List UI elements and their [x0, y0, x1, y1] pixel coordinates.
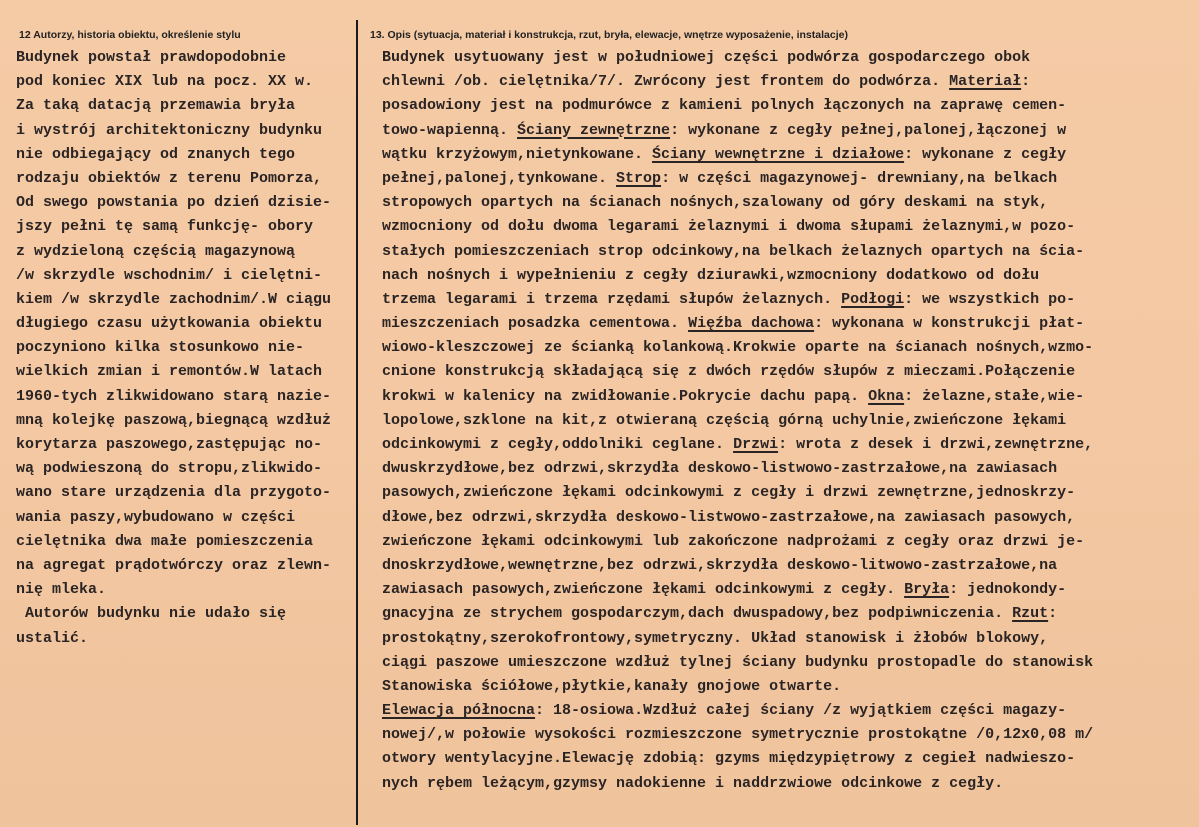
text-line: Od swego powstania po dzień dzisie-	[7, 194, 332, 212]
text-segment: : wykonane z cegły	[904, 145, 1067, 163]
underlined-heading: Materiał	[949, 73, 1022, 91]
text-segment: : w części magazynowej- drewniany,na belkach	[661, 169, 1058, 187]
text-segment: prostokątny,szerokofrontowy,symetryczny. Układ stanowisk i żłobów blokowy,	[364, 629, 1049, 647]
text-line: wano stare urządzenia dla przygoto-	[7, 484, 332, 502]
section-12-body	[7, 46, 352, 651]
text-segment: gnacyjna ze strychem gospodarczym,dach dwuspadowy,bez podpiwniczenia.	[364, 605, 1013, 623]
text-line: korytarza paszowego,zastępując no-	[7, 436, 323, 453]
text-line	[364, 651, 1194, 675]
text-segment: nach nośnych i wypełnieniu z cegły dziurawki,wzmocniony dodatkowo od dołu	[364, 266, 1040, 284]
text-segment: odcinkowymi z cegły,oddolniki ceglane.	[364, 436, 734, 453]
text-segment: nych rębem leżącym,gzymsy nadokienne i naddrzwiowe odcinkowe z cegły.	[364, 774, 1004, 792]
text-line	[364, 699, 1194, 723]
text-segment: dnoskrzydłowe,wewnętrzne,bez odrzwi,skrzydła deskowo-litwowo-zastrzałowe,na	[364, 556, 1058, 574]
underlined-heading: Ściany wewnętrzne i działowe	[652, 145, 905, 163]
text-segment: : wykonane z cegły pełnej,palonej,łączonej w	[670, 121, 1067, 139]
text-line	[364, 264, 1194, 288]
underlined-heading: Okna	[868, 387, 905, 405]
text-segment: lopolowe,szklone na kit,z otwieraną częścią górną uchylnie,zwieńczone łękami	[364, 411, 1067, 429]
text-line	[364, 119, 1194, 143]
text-segment: :	[1021, 73, 1031, 91]
text-line: długiego czasu użytkowania obiektu	[7, 315, 323, 333]
text-line: /w skrzydle wschodnim/ i cielętni-	[7, 266, 323, 284]
underlined-heading: Elewacja północna	[382, 702, 536, 720]
text-line	[364, 433, 1194, 457]
text-line	[364, 506, 1194, 530]
text-line	[364, 167, 1194, 191]
text-line	[364, 336, 1194, 360]
text-segment	[364, 702, 382, 719]
text-segment: nowej/,w połowie wysokości rozmieszczone symetrycznie prostokątne /0,12x0,08 m/	[364, 726, 1094, 744]
text-line	[364, 288, 1194, 312]
text-line	[364, 675, 1194, 699]
authors-history-section	[7, 28, 352, 651]
text-segment: wzmocniony od dołu dwoma legarami żelaznymi i dwoma słupami żelaznymi,w pozo-	[364, 218, 1076, 236]
text-segment: : 18-osiowa.Wzdłuż całej ściany /z wyjątkiem części magazy-	[535, 702, 1067, 720]
text-line: ustalić.	[7, 629, 89, 647]
underlined-heading: Podłogi	[841, 290, 905, 308]
text-line: i wystrój architektoniczny budynku	[7, 121, 323, 139]
text-segment: mieszczeniach posadzka cementowa.	[364, 315, 689, 333]
description-section	[364, 28, 1194, 796]
text-line: mną kolejkę paszową,biegnącą wzdłuż	[7, 411, 332, 429]
text-segment: towo-wapienną.	[364, 121, 518, 139]
text-line	[364, 215, 1194, 239]
text-segment: pełnej,palonej,tynkowane.	[364, 169, 617, 187]
text-line: na agregat prądotwórczy oraz zlewn-	[7, 556, 332, 574]
text-segment: : jednokondy-	[949, 581, 1067, 599]
text-line: poczyniono kilka stosunkowo nie-	[7, 339, 305, 357]
text-line: kiem /w skrzydle zachodnim/.W ciągu	[7, 290, 332, 308]
text-segment: ciągi paszowe umieszczone wzdłuż tylnej ściany budynku prostopadle do stanowisk	[364, 653, 1094, 671]
underlined-heading: Rzut	[1012, 605, 1049, 623]
text-line: wania paszy,wybudowano w części	[7, 508, 296, 526]
text-segment: chlewni /ob. cielętnika/7/. Zwrócony jest frontem do podwórza.	[364, 73, 950, 91]
text-segment: dłowe,bez odrzwi,skrzydła deskowo-listwowo-zastrzałowe,na zawiasach pasowych,	[364, 508, 1076, 526]
text-line	[364, 772, 1194, 796]
text-line	[364, 70, 1194, 94]
text-segment: pasowych,zwieńczone łękami odcinkowymi z cegły i drzwi zewnętrzne,jednoskrzy-	[364, 484, 1076, 502]
text-line: nię mleka.	[7, 581, 107, 599]
text-segment: trzema legarami i trzema rzędami słupów żelaznych.	[364, 290, 842, 308]
text-segment: zawiasach pasowych,zwieńczone łękami odcinkowymi z cegły.	[364, 581, 905, 599]
text-segment: stropowych opartych na ścianach nośnych,szalowany od góry deskami na styk,	[364, 194, 1049, 212]
text-line: wą podwieszoną do stropu,zlikwido-	[7, 460, 323, 478]
text-line	[364, 481, 1194, 505]
text-line	[364, 747, 1194, 771]
text-line	[364, 240, 1194, 264]
text-line	[364, 94, 1194, 118]
underlined-heading: Bryła	[904, 581, 950, 599]
text-line: nie odbiegający od znanych tego	[7, 145, 296, 163]
text-line: jszy pełni tę samą funkcję- obory	[7, 218, 314, 236]
text-line: z wydzieloną częścią magazynową	[7, 242, 296, 260]
text-line: Autorów budynku nie udało się	[7, 605, 287, 623]
section-13-body	[364, 46, 1194, 796]
text-line	[364, 578, 1194, 602]
text-segment: zwieńczone łękami odcinkowymi lub zakończone nadprożami z cegły oraz drzwi je-	[364, 532, 1085, 550]
section-13-header: 13. Opis (sytuacja, materiał i konstrukcja, rzut, bryła, elewacje, wnętrze wyposażenie, instalacje)	[370, 29, 848, 41]
underlined-heading: Drzwi	[733, 436, 779, 453]
text-segment: wiowo-kleszczowej ze ścianką kolankową.Krokwie oparte na ścianach nośnych,wzmo-	[364, 339, 1094, 357]
text-line	[364, 409, 1194, 433]
text-line	[364, 191, 1194, 215]
text-segment: krokwi w kalenicy na zwidłowanie.Pokrycie dachu papą.	[364, 387, 869, 405]
text-segment: otwory wentylacyjne.Elewację zdobią: gzyms międzypiętrowy z cegieł nadwieszo-	[364, 750, 1076, 768]
column-divider	[356, 20, 358, 825]
text-line: Budynek powstał prawdopodobnie	[7, 49, 287, 66]
text-line	[364, 627, 1194, 651]
text-line	[364, 385, 1194, 409]
text-segment: : żelazne,stałe,wie-	[904, 387, 1085, 405]
text-segment: cnione konstrukcją składającą się z dwóch rzędów słupów z mieczami.Połączenie	[364, 363, 1076, 381]
text-line: pod koniec XIX lub na pocz. XX w.	[7, 73, 314, 91]
text-segment: : wrota z desek i drzwi,zewnętrzne,	[778, 436, 1094, 453]
text-segment: dwuskrzydłowe,bez odrzwi,skrzydła deskowo-listwowo-zastrzałowe,na zawiasach	[364, 460, 1058, 478]
text-line	[364, 312, 1194, 336]
text-line: 1960-tych zlikwidowano starą nazie-	[7, 387, 332, 405]
text-segment: : we wszystkich po-	[904, 290, 1076, 308]
text-segment: posadowiony jest na podmurówce z kamieni polnych łączonych na zaprawę cemen-	[364, 97, 1067, 115]
underlined-heading: Strop	[616, 169, 662, 187]
underlined-heading: Więźba dachowa	[688, 315, 815, 333]
text-line	[364, 46, 1194, 70]
text-line: rodzaju obiektów z terenu Pomorza,	[7, 169, 323, 187]
section-12-header: 12 Autorzy, historia obiektu, określenie stylu	[19, 29, 241, 41]
text-segment: :	[1048, 605, 1058, 623]
text-line	[364, 143, 1194, 167]
text-line	[364, 554, 1194, 578]
text-segment: stałych pomieszczeniach strop odcinkowy,na belkach żelaznych opartych na ścia-	[364, 242, 1085, 260]
text-line	[364, 360, 1194, 384]
text-line	[364, 723, 1194, 747]
underlined-heading: Ściany zewnętrzne	[517, 121, 671, 139]
text-line: Za taką datacją przemawia bryła	[7, 97, 296, 115]
text-line	[364, 530, 1194, 554]
text-segment: : wykonana w konstrukcji płat-	[814, 315, 1085, 333]
text-segment: wątku krzyżowym,nietynkowane.	[364, 145, 653, 163]
text-line	[364, 602, 1194, 626]
text-segment: Stanowiska ściółowe,płytkie,kanały gnojowe otwarte.	[364, 677, 842, 695]
text-line: cielętnika dwa małe pomieszczenia	[7, 532, 314, 550]
text-line	[364, 457, 1194, 481]
text-line: wielkich zmian i remontów.W latach	[7, 363, 323, 381]
text-segment: Budynek usytuowany jest w południowej części podwórza gospodarczego obok	[364, 49, 1031, 66]
